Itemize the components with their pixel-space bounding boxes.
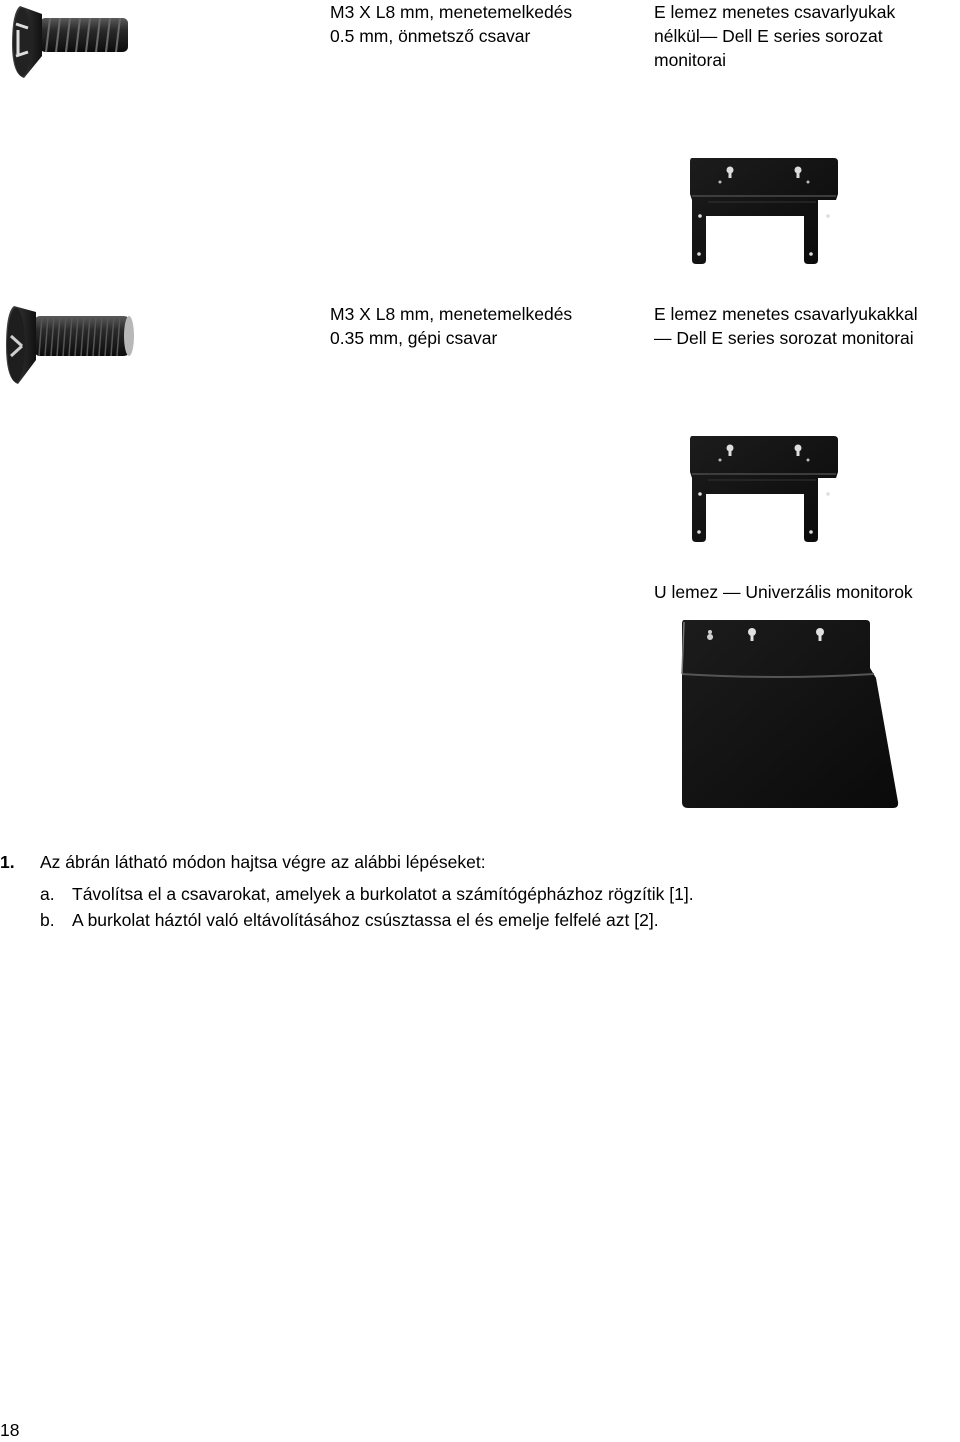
machine-screw-image bbox=[2, 302, 137, 388]
self-tapping-screw-label bbox=[330, 0, 572, 48]
label-line: E lemez menetes csavarlyukakkal bbox=[654, 304, 918, 324]
label-line: 0.5 mm, önmetsző csavar bbox=[330, 26, 531, 46]
self-tapping-screw-image bbox=[8, 4, 133, 84]
substep-letter: a. bbox=[40, 884, 55, 904]
label-line: — Dell E series sorozat monitorai bbox=[654, 328, 914, 348]
step-number: 1. bbox=[0, 852, 15, 872]
screw-icon bbox=[8, 4, 133, 84]
u-plate-label: U lemez — Univerzális monitorok bbox=[654, 582, 913, 602]
screw-icon bbox=[2, 302, 137, 388]
mounting-plate-icon bbox=[670, 618, 902, 812]
mounting-bracket-icon bbox=[686, 434, 842, 544]
substep-text: Távolítsa el a csavarokat, amelyek a burkolatot a számítógépházhoz rögzítik [1]. bbox=[72, 884, 694, 904]
e-plate-with-holes-label bbox=[654, 302, 918, 350]
mounting-bracket-icon bbox=[686, 156, 842, 266]
u-plate-image bbox=[670, 618, 902, 812]
substep-letter: b. bbox=[40, 910, 55, 930]
e-plate-no-holes-image bbox=[686, 156, 842, 266]
label-line: monitorai bbox=[654, 50, 726, 70]
label-line: nélkül— Dell E series sorozat bbox=[654, 26, 883, 46]
label-line: M3 X L8 mm, menetemelkedés bbox=[330, 304, 573, 324]
machine-screw-label bbox=[330, 302, 572, 350]
e-plate-with-holes-image bbox=[686, 434, 842, 544]
label-line: M3 X L8 mm, menetemelkedés bbox=[330, 2, 573, 22]
label-line: 0.35 mm, gépi csavar bbox=[330, 328, 498, 348]
instruction-step bbox=[0, 850, 15, 874]
label-line: E lemez menetes csavarlyukak bbox=[654, 2, 896, 22]
e-plate-no-holes-label bbox=[654, 0, 895, 72]
page-number: 18 bbox=[0, 1420, 20, 1440]
step-text: Az ábrán látható módon hajtsa végre az alábbi lépéseket: bbox=[40, 852, 486, 872]
substep-text: A burkolat háztól való eltávolításához csúsztassa el és emelje felfelé azt [2]. bbox=[72, 910, 659, 930]
